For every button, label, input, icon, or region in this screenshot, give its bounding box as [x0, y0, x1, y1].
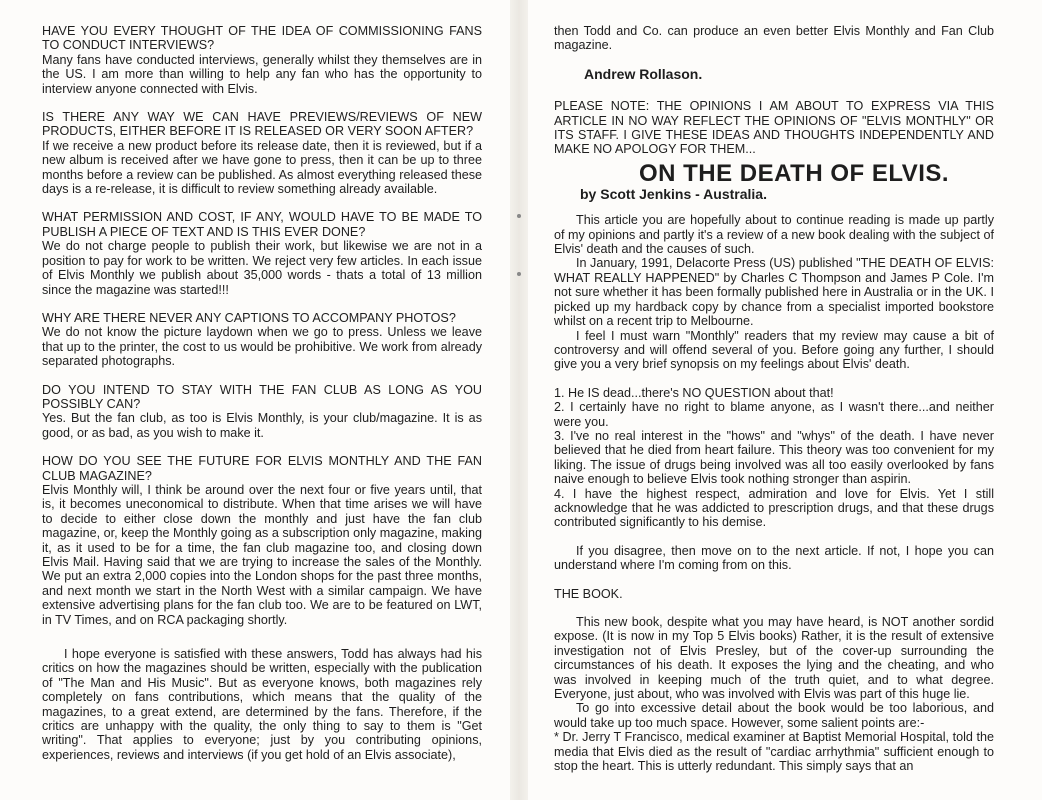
- qa-answer: If we receive a new product before its release date, then it is reviewed, but if a new album is received after we have gone to press, then it can be up to three months before a review can be published. As almost everything released these days is a re-release, it is difficult to review something already available.: [42, 138, 482, 197]
- qa-question: HOW DO YOU SEE THE FUTURE FOR ELVIS MONTHLY AND THE FAN CLUB MAGAZINE?: [42, 454, 482, 483]
- qa-question: WHY ARE THERE NEVER ANY CAPTIONS TO ACCOMPANY PHOTOS?: [42, 310, 456, 325]
- intro-paragraph: In January, 1991, Delacorte Press (US) published "THE DEATH OF ELVIS: WHAT REALLY HAPPENED" by Charles C Thompson and James P Cole. I'm not sure whether it has been formally published here in Australia or in the UK. I picked up my hardback copy by chance from a specialist imported bookstore whilst on a recent trip to Melbourne.: [554, 256, 994, 329]
- bullet-point: * Dr. Jerry T Francisco, medical examiner at Baptist Memorial Hospital, told the media that Elvis died as the result of "cardiac arrhythmia" sufficient enough to stop the heart. This is utterly redundant. This simply says that an: [554, 730, 994, 774]
- closing-paragraph: I hope everyone is satisfied with these answers, Todd has always had his critics on how the magazines should be written, especially with the publication of "The Man and His Music". But as everyone knows, both magazines rely completely on fans contributions, which means that the quality of the magazines, to a great extend, are determined by the fans. Therefore, if the critics are unhappy with the quality, the only thing to say to them is "Get writing". That applies to everyone; just by you contributing opinions, experiences, reviews and interviews (if you get hold of an Elvis associate),: [42, 647, 482, 762]
- qa-question: WHAT PERMISSION AND COST, IF ANY, WOULD HAVE TO BE MADE TO PUBLISH A PIECE OF TEXT AND IS THIS EVER DONE?: [42, 210, 482, 239]
- continuation-text: then Todd and Co. can produce an even better Elvis Monthly and Fan Club magazine.: [554, 24, 994, 53]
- left-page: [42, 24, 482, 762]
- book-paragraph: This new book, despite what you may have heard, is NOT another sordid expose. (It is now in my Top 5 Elvis books) Rather, it is the result of extensive investigation not of Elvis Presley, but of the cover-up surrounding the circumstances of his death. It exposes the lying and the cheating, and who was involved in keeping much of the truth quiet, and to what degree. Everyone, just about, who was involved with Elvis was part of this huge lie.: [554, 615, 994, 702]
- qa-answer: We do not charge people to publish their work, but likewise we are not in a position to pay for work to be written. We reject very few articles. In each issue of Elvis Monthly we publish about 35,000 words - thats a total of 13 million since the magazine was started!!!: [42, 239, 482, 297]
- intro-paragraph: This article you are hopefully about to continue reading is made up partly of my opinions and partly it's a review of a new book dealing with the subject of Elvis' death and the causes of such.: [554, 213, 994, 257]
- qa-question: HAVE YOU EVERY THOUGHT OF THE IDEA OF COMMISSIONING FANS TO CONDUCT INTERVIEWS?: [42, 24, 482, 53]
- list-item: 3. I've no real interest in the "hows" and "whys" of the death. I have never believed that he died from heart failure. This theory was too convenient for my liking. The issue of drugs being involved was all too easily overlooked by fans naive enough to believe Elvis took nothing stronger than aspirin.: [554, 428, 994, 487]
- disagree-paragraph: If you disagree, then move on to the next article. If not, I hope you can understand where I'm coming from on this.: [554, 543, 994, 573]
- disclaimer-note: PLEASE NOTE: THE OPINIONS I AM ABOUT TO EXPRESS VIA THIS ARTICLE IN NO WAY REFLECT THE OPINIONS OF "ELVIS MONTHLY" OR ITS STAFF. I GIVE THESE IDEAS AND THOUGHTS INDEPENDENTLY AND MAKE NO APOLOGY FOR THEM...: [554, 99, 994, 157]
- section-heading: THE BOOK.: [554, 586, 623, 601]
- intro-paragraph: I feel I must warn "Monthly" readers that my review may cause a bit of controversy and will offend several of you. Before going any further, I should give you a very brief synopsis on my feelings about Elvis' death.: [554, 328, 994, 372]
- page-gutter: [510, 0, 528, 800]
- author-signature: Andrew Rollason.: [584, 65, 703, 82]
- staple-mark: [517, 272, 521, 276]
- list-item: 1. He IS dead...there's NO QUESTION about that!: [554, 385, 834, 400]
- right-page: [554, 24, 994, 773]
- qa-answer: Many fans have conducted interviews, generally whilst they themselves are in the US. I am more than willing to help any fan who has the opportunity to interview anyone connected with Elvis.: [42, 52, 482, 96]
- qa-answer: Elvis Monthly will, I think be around over the next four or five years until, that is, it becomes uneconomical to distribute. When that time arises we will have to decide to either close down the monthly and just have the fan club magazine, or, keep the Monthly going as a subscription only magazine, making it, as it used to be for a time, the fan club magazine too, and closing down Elvis Mail. Having said that we are trying to increase the sales of the Monthly. We put an extra 2,000 copies into the London shops for the past three months, and next month we start in the North West with a similar campaign. We have extensive advertising plans for the fan club too. We are to be featured on LWT, in TV Times, and on RCA packaging shortly.: [42, 482, 482, 627]
- article-byline: by Scott Jenkins - Australia.: [580, 185, 767, 202]
- list-item: 2. I certainly have no right to blame anyone, as I wasn't there...and neither were you.: [554, 400, 994, 429]
- qa-question: DO YOU INTEND TO STAY WITH THE FAN CLUB AS LONG AS YOU POSSIBLY CAN?: [42, 382, 482, 411]
- staple-mark: [517, 214, 521, 218]
- qa-question: IS THERE ANY WAY WE CAN HAVE PREVIEWS/REVIEWS OF NEW PRODUCTS, EITHER BEFORE IT IS RELEASED OR VERY SOON AFTER?: [42, 110, 482, 139]
- book-paragraph: To go into excessive detail about the book would be too laborious, and would take up too much space. However, some salient points are:-: [554, 701, 994, 730]
- qa-answer: Yes. But the fan club, as too is Elvis Monthly, is your club/magazine. It is as good, or as bad, as you wish to make it.: [42, 411, 482, 440]
- list-item: 4. I have the highest respect, admiration and love for Elvis. Yet I still acknowledge that he was addicted to prescription drugs, and that these drugs contributed significantly to his demise.: [554, 486, 994, 530]
- qa-answer: We do not know the picture laydown when we go to press. Unless we leave that up to the printer, the cost to us would be prohibitive. We work from already separated photographs.: [42, 325, 482, 369]
- article-title: ON THE DEATH OF ELVIS.: [638, 159, 950, 187]
